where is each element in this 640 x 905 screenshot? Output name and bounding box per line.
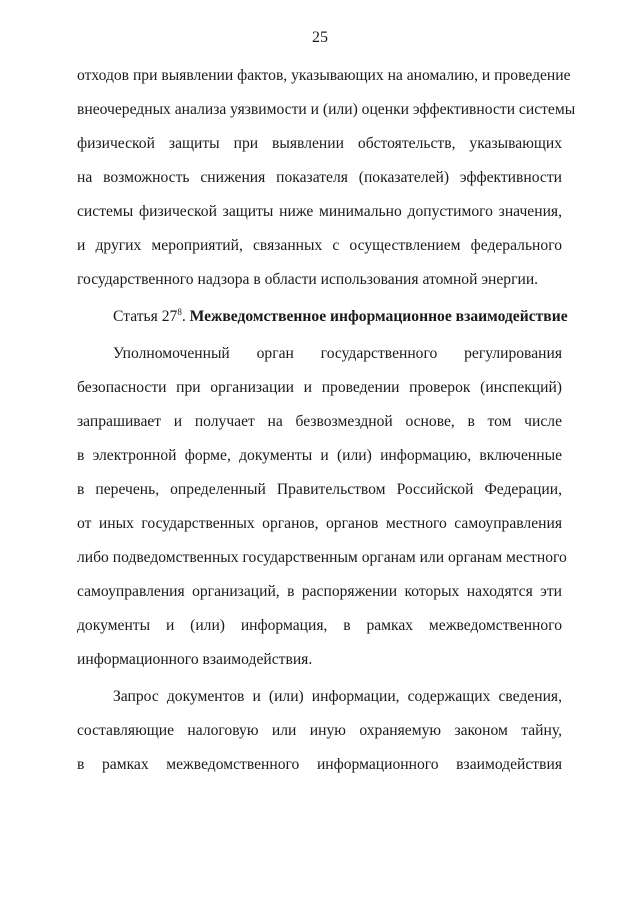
paragraph1-line-7: государственного надзора в области использования атомной энергии. — [77, 271, 539, 288]
article-prefix: Статья 27 — [113, 308, 178, 325]
paragraph1-line-4: на возможность снижения показателя (показателей) эффективности — [77, 169, 562, 186]
article-superscript: 8 — [177, 306, 182, 317]
paragraph3-line-1: Запрос документов и (или) информации, содержащих сведения, — [113, 688, 562, 705]
paragraph2-line-5: в перечень, определенный Правительством Российской Федерации, — [77, 481, 562, 498]
paragraph2-line-3: запрашивает и получает на безвозмездной основе, в том числе — [77, 413, 562, 430]
paragraph3-line-2: составляющие налоговую или иную охраняемую законом тайну, — [77, 722, 562, 739]
page-number: 25 — [312, 29, 328, 46]
paragraph1-line-3: физической защиты при выявлении обстоятельств, указывающих — [77, 135, 562, 152]
paragraph2-line-6: от иных государственных органов, органов местного самоуправления — [77, 515, 562, 532]
paragraph2-line-10: информационного взаимодействия. — [77, 651, 313, 668]
paragraph3-line-3: в рамках межведомственного информационного взаимодействия — [77, 756, 562, 773]
article-dot: . — [181, 308, 186, 325]
paragraph1-line-2: внеочередных анализа уязвимости и (или) оценки эффективности системы — [77, 101, 576, 118]
paragraph1-line-5: системы физической защиты ниже минимально допустимого значения, — [77, 203, 562, 220]
paragraph2-line-9: документы и (или) информация, в рамках межведомственного — [77, 617, 562, 634]
paragraph2-line-2: безопасности при организации и проведении проверок (инспекций) — [77, 379, 562, 396]
article-heading — [113, 306, 568, 327]
paragraph1-line-6: и других мероприятий, связанных с осуществлением федерального — [77, 237, 562, 254]
paragraph2-line-7: либо подведомственных государственным органам или органам местного — [77, 549, 567, 566]
paragraph2-line-4: в электронной форме, документы и (или) информацию, включенные — [77, 447, 562, 464]
paragraph2-line-1: Уполномоченный орган государственного регулирования — [113, 345, 562, 362]
paragraph1-line-1: отходов при выявлении фактов, указывающих на аномалию, и проведение — [77, 67, 571, 84]
paragraph2-line-8: самоуправления организаций, в распоряжении которых находятся эти — [77, 583, 562, 600]
article-title: Межведомственное информационное взаимодействие — [189, 308, 568, 325]
